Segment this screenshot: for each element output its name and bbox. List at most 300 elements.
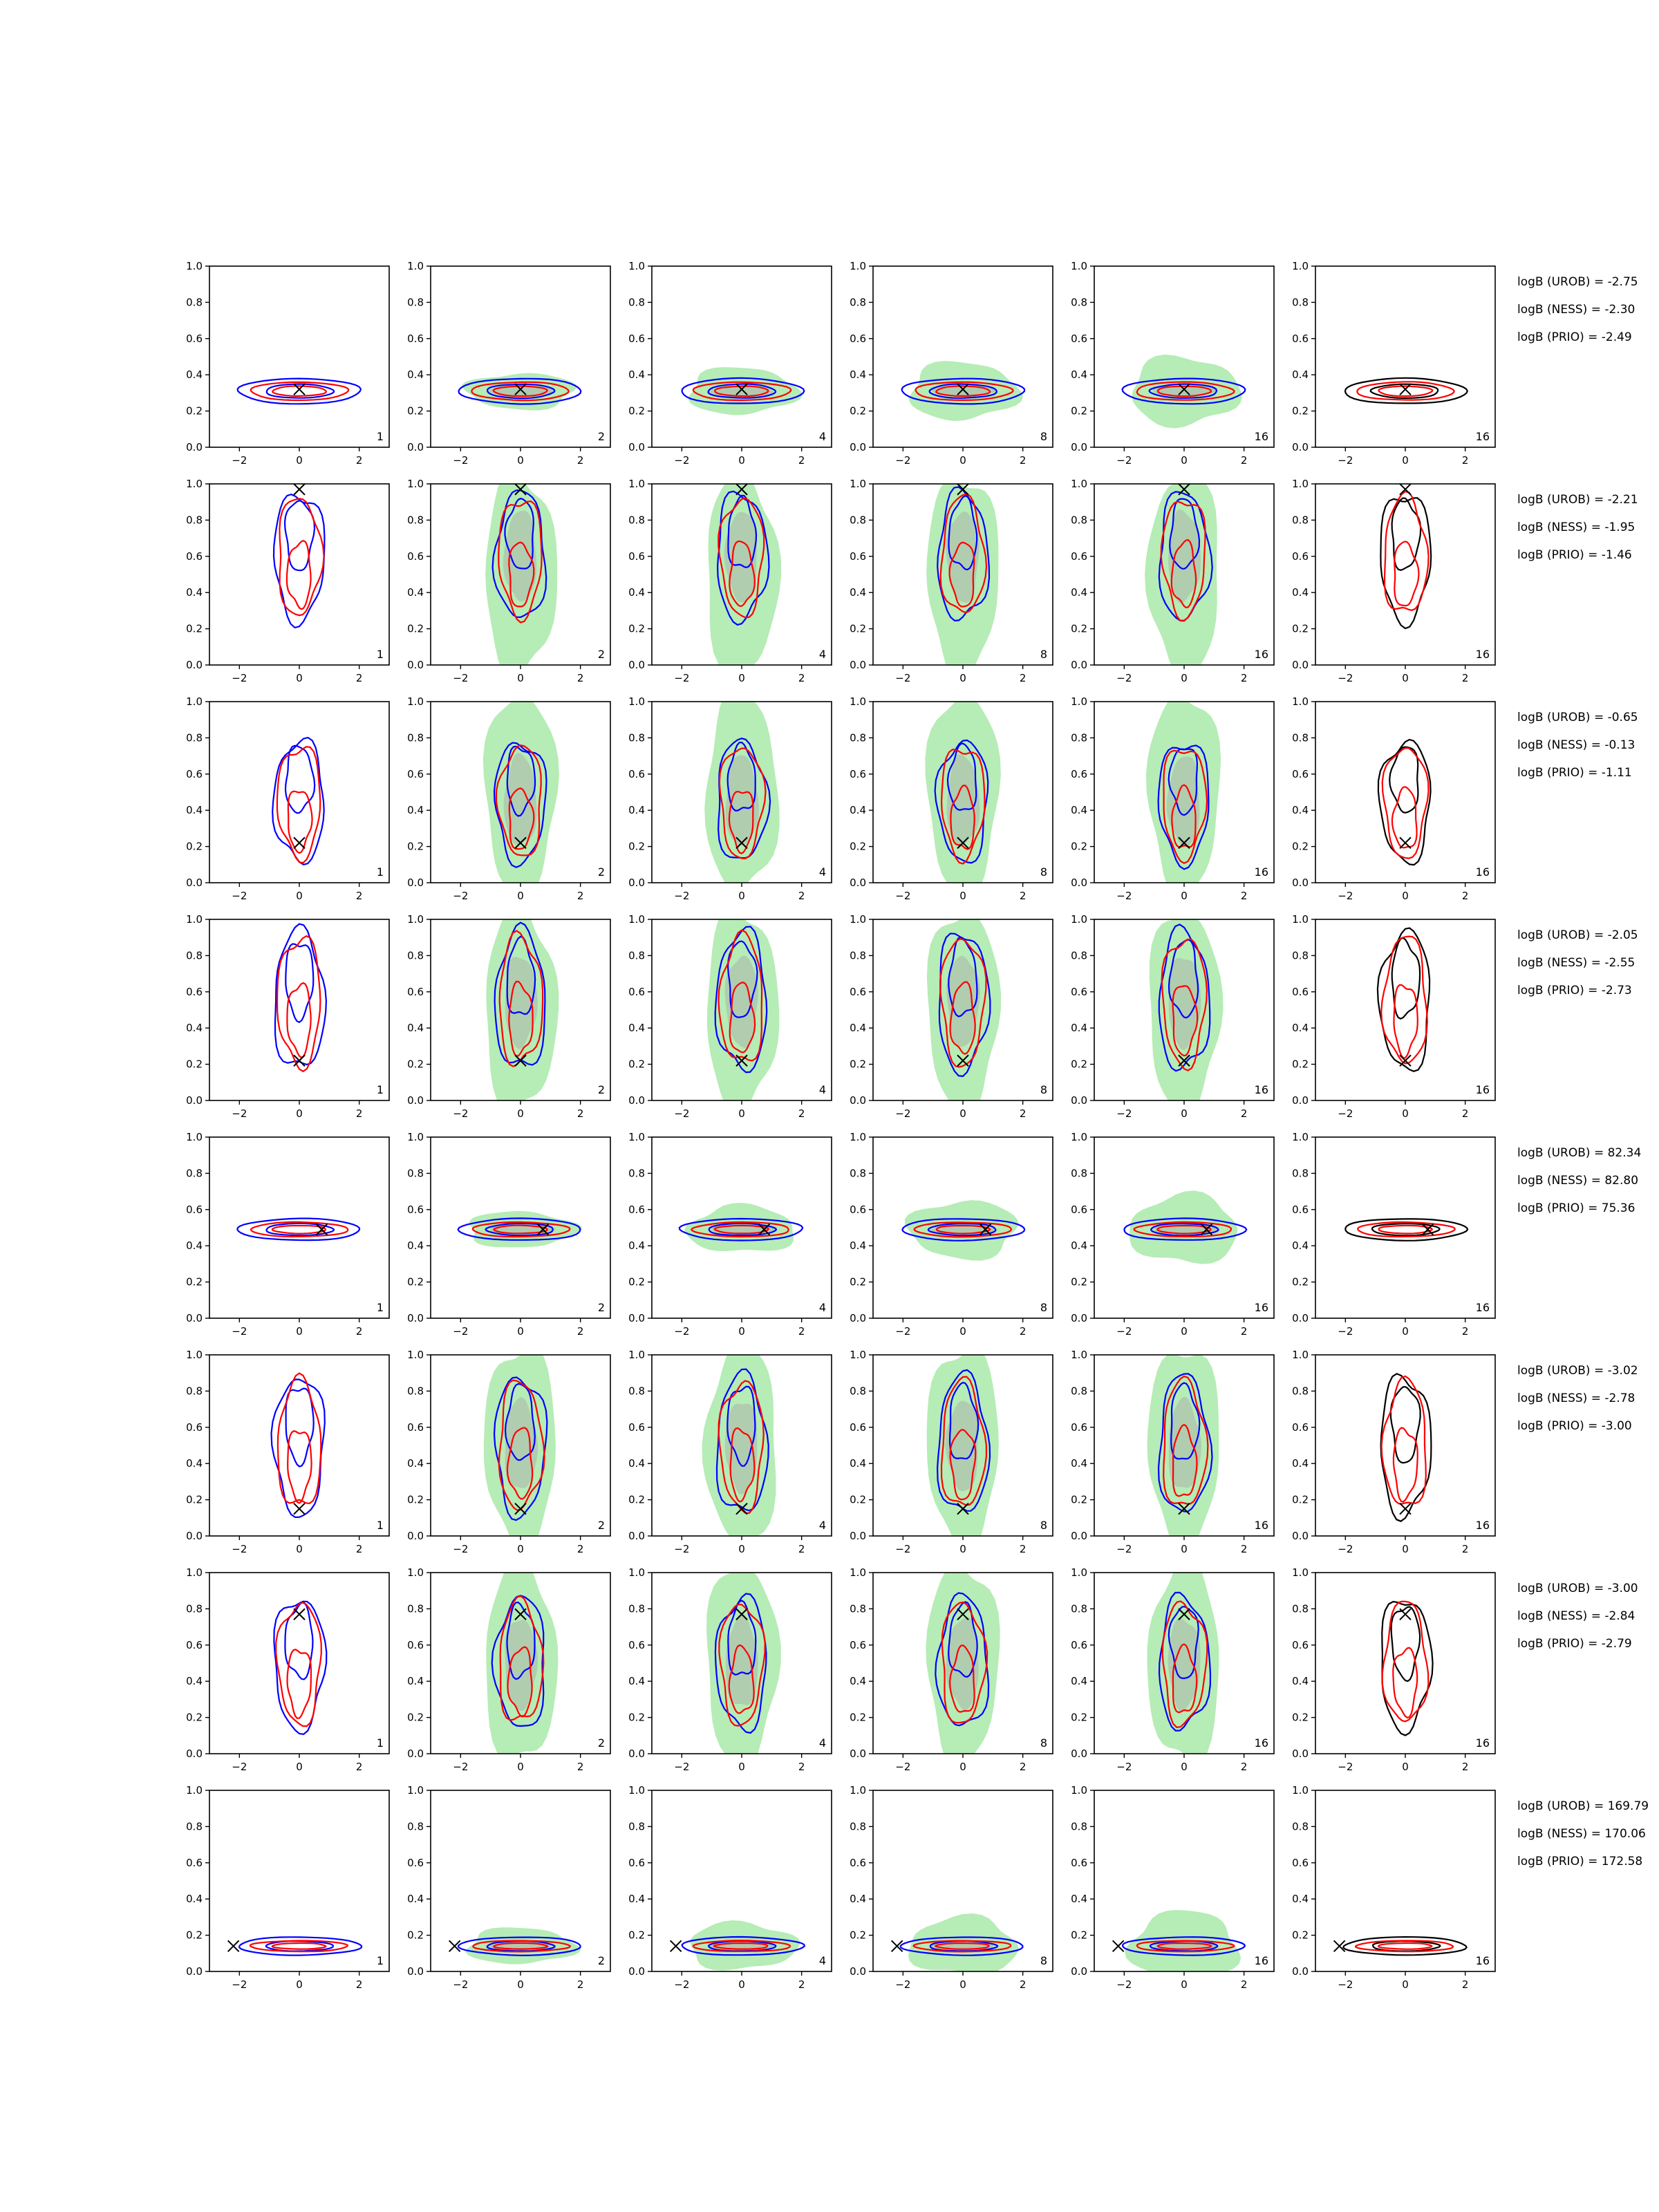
plot-area [485, 470, 557, 680]
y-tick-label: 0.4 [407, 368, 424, 382]
truth-marker [294, 484, 305, 495]
x-tick-label: −2 [232, 1325, 247, 1338]
panel-r5-c1 [186, 1131, 389, 1338]
y-tick-label: 0.0 [628, 1965, 645, 1978]
y-tick-label: 0.0 [628, 1312, 645, 1324]
plot-area [274, 1602, 326, 1734]
y-tick-label: 0.2 [186, 1275, 203, 1288]
y-tick-label: 0.6 [186, 1638, 203, 1651]
y-tick-label: 0.8 [628, 949, 645, 962]
y-tick-label: 0.8 [407, 1602, 424, 1615]
panel-r7-c3 [628, 1566, 832, 1773]
y-tick-label: 0.4 [1071, 1239, 1087, 1253]
panel-tag: 8 [1040, 1736, 1047, 1750]
x-tick-label: −2 [1116, 1978, 1132, 1991]
y-tick-label: 0.2 [1071, 622, 1087, 635]
y-tick-label: 0.0 [407, 877, 424, 889]
y-tick-label: 0.6 [628, 985, 645, 998]
y-tick-label: 0.8 [186, 1385, 203, 1398]
x-tick-label: −2 [1116, 672, 1132, 684]
y-tick-label: 0.6 [1071, 1203, 1087, 1216]
y-tick-label: 0.6 [628, 767, 645, 780]
ness-contour [287, 983, 310, 1058]
x-tick-label: 2 [798, 890, 805, 902]
y-tick-label: 0.8 [1071, 731, 1087, 744]
y-tick-label: 0.2 [1292, 1058, 1309, 1071]
y-tick-label: 0.8 [186, 296, 203, 309]
panel-tag: 8 [1040, 865, 1047, 879]
x-tick-label: 2 [577, 890, 584, 902]
ness-contour [1394, 541, 1418, 606]
y-tick-label: 1.0 [628, 1566, 645, 1579]
plot-area [272, 1374, 325, 1517]
ness-contour [272, 1943, 326, 1949]
panel-r5-c4 [850, 1131, 1053, 1338]
y-tick-label: 0.8 [628, 296, 645, 309]
y-tick-label: 0.6 [186, 1856, 203, 1869]
x-tick-label: 0 [296, 1325, 303, 1338]
x-tick-label: −2 [1116, 1543, 1132, 1555]
x-tick-label: 2 [798, 1761, 805, 1773]
logb-label: logB (UROB) = -3.02 [1517, 1364, 1638, 1378]
y-tick-label: 0.4 [1292, 1239, 1309, 1253]
x-tick-label: 2 [1461, 1543, 1469, 1555]
y-tick-label: 0.8 [628, 731, 645, 744]
y-tick-label: 0.4 [850, 1022, 866, 1035]
y-tick-label: 0.4 [186, 368, 203, 382]
panel-tag: 4 [818, 1083, 826, 1096]
y-tick-label: 0.0 [186, 659, 203, 671]
x-tick-label: 2 [1461, 890, 1469, 902]
x-tick-label: 2 [355, 890, 363, 902]
y-tick-label: 0.0 [850, 1965, 866, 1978]
truth-marker [1400, 484, 1411, 495]
panel-r2-c6 [1292, 478, 1495, 684]
y-tick-label: 0.0 [407, 1530, 424, 1542]
x-tick-label: 0 [296, 672, 303, 684]
ness-contour [1382, 748, 1429, 859]
y-tick-label: 0.6 [186, 1421, 203, 1434]
y-tick-label: 1.0 [850, 913, 866, 926]
panel-frame [209, 484, 389, 665]
y-tick-label: 0.0 [1292, 441, 1309, 453]
y-tick-label: 1.0 [186, 1131, 203, 1143]
panel-r2-c5 [1071, 478, 1274, 684]
y-tick-label: 0.6 [186, 985, 203, 998]
logb-label: logB (UROB) = 82.34 [1517, 1146, 1642, 1160]
x-tick-label: 2 [355, 1761, 363, 1773]
y-tick-label: 0.2 [850, 1275, 866, 1288]
y-tick-label: 0.8 [850, 1820, 866, 1833]
x-tick-label: −2 [232, 1761, 247, 1773]
logb-label: logB (UROB) = -2.75 [1517, 275, 1638, 289]
y-tick-label: 0.0 [407, 659, 424, 671]
x-tick-label: 0 [517, 890, 524, 902]
ness-contour [1356, 1941, 1453, 1952]
x-tick-label: 0 [738, 1543, 745, 1555]
plot-area [927, 1347, 999, 1555]
plot-area [1147, 1354, 1219, 1557]
urob-contour [285, 944, 313, 1022]
y-tick-label: 0.2 [407, 1058, 424, 1071]
y-tick-label: 1.0 [186, 1784, 203, 1797]
plot-area [902, 361, 1024, 421]
plot-area [1145, 480, 1217, 681]
y-tick-label: 0.2 [186, 1929, 203, 1942]
y-tick-label: 0.0 [850, 1747, 866, 1760]
x-tick-label: 0 [1181, 1543, 1188, 1555]
y-tick-label: 0.4 [628, 586, 645, 599]
panel-r4-c1 [186, 913, 389, 1120]
x-tick-label: 2 [1461, 1761, 1469, 1773]
plot-area [1345, 1219, 1468, 1240]
x-tick-label: 2 [355, 454, 363, 467]
x-tick-label: 0 [738, 1761, 745, 1773]
x-tick-label: 0 [296, 890, 303, 902]
y-tick-label: 0.8 [850, 296, 866, 309]
y-tick-label: 1.0 [1071, 1566, 1087, 1579]
x-tick-label: 2 [1240, 890, 1248, 902]
y-tick-label: 0.2 [1292, 1275, 1309, 1288]
y-tick-label: 0.2 [407, 840, 424, 853]
x-tick-label: 0 [296, 1543, 303, 1555]
y-tick-label: 0.2 [628, 1275, 645, 1288]
ness-contour [1382, 1376, 1426, 1504]
panel-tag: 8 [1040, 1954, 1047, 1967]
panel-grid [186, 260, 1495, 1991]
logb-label: logB (UROB) = -2.05 [1517, 928, 1638, 942]
y-tick-label: 1.0 [1071, 695, 1087, 708]
y-tick-label: 0.0 [407, 1965, 424, 1978]
panel-r6-c1 [186, 1349, 389, 1555]
y-tick-label: 0.8 [1292, 1385, 1309, 1398]
y-tick-label: 0.6 [1292, 1203, 1309, 1216]
y-tick-label: 0.0 [186, 1747, 203, 1760]
y-tick-label: 0.4 [407, 1457, 424, 1470]
panel-r5-c5 [1071, 1131, 1274, 1338]
panel-tag: 1 [376, 1519, 384, 1532]
x-tick-label: 2 [577, 1325, 584, 1338]
x-tick-label: 2 [1240, 672, 1248, 684]
x-tick-label: 2 [1240, 1325, 1248, 1338]
plot-area [238, 379, 361, 404]
panel-r2-c2 [407, 470, 610, 684]
prio-contour [1391, 1607, 1421, 1682]
panel-tag: 16 [1254, 1736, 1268, 1750]
y-tick-label: 0.6 [1292, 985, 1309, 998]
y-tick-label: 0.4 [850, 804, 866, 817]
x-tick-label: 2 [355, 1543, 363, 1555]
y-tick-label: 1.0 [1071, 913, 1087, 926]
x-tick-label: 2 [1240, 454, 1248, 467]
logb-label: logB (PRIO) = -1.46 [1517, 548, 1632, 562]
panel-r8-c5 [1071, 1784, 1274, 1991]
panel-r2-c3 [628, 469, 832, 684]
x-tick-label: −2 [895, 890, 911, 902]
urob-contour [239, 1937, 362, 1955]
panel-tag: 16 [1254, 1519, 1268, 1532]
y-tick-label: 0.8 [628, 1385, 645, 1398]
x-tick-label: −2 [674, 1543, 690, 1555]
panel-tag: 8 [1040, 648, 1047, 661]
x-tick-label: 0 [1402, 890, 1409, 902]
y-tick-label: 0.0 [628, 659, 645, 671]
y-tick-label: 1.0 [628, 695, 645, 708]
x-tick-label: −2 [674, 1978, 690, 1991]
y-tick-label: 0.2 [1071, 1711, 1087, 1724]
plot-area [272, 738, 324, 865]
y-tick-label: 0.2 [407, 1275, 424, 1288]
x-tick-label: −2 [674, 1325, 690, 1338]
y-tick-label: 0.0 [186, 1312, 203, 1324]
x-tick-label: 2 [798, 672, 805, 684]
panel-r4-c4 [850, 913, 1053, 1120]
x-tick-label: −2 [1116, 890, 1132, 902]
y-tick-label: 0.4 [407, 1022, 424, 1035]
y-tick-label: 0.8 [1071, 1820, 1087, 1833]
y-tick-label: 0.6 [186, 1203, 203, 1216]
plot-area [1123, 1910, 1245, 1979]
y-tick-label: 0.6 [628, 332, 645, 345]
x-tick-label: 0 [738, 1978, 745, 1991]
y-tick-label: 0.2 [628, 1711, 645, 1724]
y-tick-label: 0.6 [628, 550, 645, 563]
y-tick-label: 0.2 [850, 1493, 866, 1506]
y-tick-label: 0.4 [407, 1239, 424, 1253]
ness-contour [272, 386, 326, 396]
y-tick-label: 0.4 [186, 1675, 203, 1688]
y-tick-label: 0.6 [1071, 550, 1087, 563]
y-tick-label: 0.2 [628, 1493, 645, 1506]
x-tick-label: 0 [738, 1325, 745, 1338]
x-tick-label: 2 [577, 1761, 584, 1773]
ness-contour [1394, 985, 1418, 1058]
y-tick-label: 0.6 [628, 1856, 645, 1869]
logb-label: logB (PRIO) = -2.49 [1517, 330, 1632, 344]
y-tick-label: 1.0 [850, 1131, 866, 1143]
panel-tag: 16 [1254, 648, 1268, 661]
y-tick-label: 1.0 [186, 1566, 203, 1579]
y-tick-label: 1.0 [1292, 1349, 1309, 1361]
panel-r6-c5 [1071, 1349, 1274, 1557]
panel-r5-c2 [407, 1131, 610, 1338]
y-tick-label: 1.0 [1071, 1131, 1087, 1143]
panel-tag: 1 [376, 865, 384, 879]
y-tick-label: 0.2 [1071, 404, 1087, 418]
x-tick-label: −2 [453, 672, 469, 684]
y-tick-label: 0.4 [1071, 1675, 1087, 1688]
panel-tag: 1 [376, 1301, 384, 1314]
x-tick-label: 2 [355, 1325, 363, 1338]
x-tick-label: 2 [1019, 1325, 1027, 1338]
y-tick-label: 0.4 [1071, 586, 1087, 599]
y-tick-label: 1.0 [1071, 478, 1087, 490]
x-tick-label: 0 [959, 1325, 966, 1338]
y-tick-label: 1.0 [1071, 260, 1087, 272]
y-tick-label: 0.6 [407, 332, 424, 345]
x-tick-label: 0 [738, 1107, 745, 1120]
y-tick-label: 0.6 [1292, 767, 1309, 780]
ness-contour [1393, 1648, 1417, 1718]
x-tick-label: −2 [453, 1978, 469, 1991]
x-tick-label: −2 [453, 1543, 469, 1555]
y-tick-label: 0.8 [850, 1385, 866, 1398]
y-tick-label: 0.8 [186, 949, 203, 962]
y-tick-label: 0.6 [1071, 1638, 1087, 1651]
panel-tag: 4 [818, 430, 826, 443]
x-tick-label: −2 [895, 1325, 911, 1338]
panel-r6-c3 [628, 1342, 832, 1555]
y-tick-label: 0.4 [407, 586, 424, 599]
x-tick-label: −2 [1116, 1107, 1132, 1120]
panel-tag: 8 [1040, 1519, 1047, 1532]
y-tick-label: 0.6 [1071, 767, 1087, 780]
urob-contour [272, 738, 324, 865]
x-tick-label: −2 [1338, 890, 1353, 902]
logb-label: logB (NESS) = 82.80 [1517, 1174, 1639, 1188]
y-tick-label: 0.8 [1071, 1167, 1087, 1180]
y-tick-label: 0.4 [1292, 1893, 1309, 1906]
y-tick-label: 1.0 [628, 1349, 645, 1361]
y-tick-label: 0.8 [186, 731, 203, 744]
y-tick-label: 0.4 [1292, 368, 1309, 382]
ness-contour [288, 1649, 312, 1718]
prio-contour [1378, 740, 1431, 865]
logb-label: logB (NESS) = -2.78 [1517, 1391, 1635, 1405]
y-tick-label: 0.8 [1292, 731, 1309, 744]
x-tick-label: 2 [577, 1107, 584, 1120]
panel-frame [1315, 266, 1495, 447]
y-tick-label: 0.8 [1071, 1385, 1087, 1398]
y-tick-label: 0.4 [1292, 1675, 1309, 1688]
logb-label: logB (NESS) = -0.13 [1517, 738, 1635, 752]
ness-contour [1382, 1602, 1429, 1722]
y-tick-label: 0.0 [628, 441, 645, 453]
y-tick-label: 0.2 [186, 622, 203, 635]
y-tick-label: 0.8 [1292, 514, 1309, 527]
y-tick-label: 0.2 [628, 404, 645, 418]
y-tick-label: 0.6 [1071, 985, 1087, 998]
y-tick-label: 0.4 [1071, 1893, 1087, 1906]
panel-tag: 16 [1475, 1736, 1490, 1750]
y-tick-label: 0.4 [1292, 586, 1309, 599]
panel-tag: 16 [1475, 1301, 1490, 1314]
y-tick-label: 0.2 [850, 622, 866, 635]
panel-r8-c3 [628, 1784, 832, 1991]
panel-frame [1315, 919, 1495, 1100]
truth-marker [294, 837, 305, 848]
x-tick-label: −2 [1338, 454, 1353, 467]
x-tick-label: 2 [798, 1325, 805, 1338]
y-tick-label: 0.6 [407, 1856, 424, 1869]
y-tick-label: 0.6 [1292, 332, 1309, 345]
y-tick-label: 0.8 [628, 1820, 645, 1833]
logb-label: logB (PRIO) = -2.73 [1517, 984, 1632, 997]
y-tick-label: 0.0 [1071, 441, 1087, 453]
plot-area [1146, 696, 1221, 899]
plot-area [1378, 928, 1430, 1071]
y-tick-label: 0.8 [1292, 1820, 1309, 1833]
plot-area [682, 1920, 805, 1971]
truth-marker [294, 1609, 305, 1620]
logb-label: logB (PRIO) = -3.00 [1517, 1419, 1632, 1433]
x-tick-label: 2 [355, 1107, 363, 1120]
y-tick-label: 0.2 [628, 622, 645, 635]
x-tick-label: 0 [1181, 1761, 1188, 1773]
y-tick-label: 0.8 [850, 514, 866, 527]
y-tick-label: 0.8 [1071, 514, 1087, 527]
panel-tag: 4 [818, 648, 826, 661]
panel-tag: 16 [1475, 430, 1490, 443]
y-tick-label: 0.2 [186, 840, 203, 853]
panel-tag: 4 [818, 1301, 826, 1314]
x-tick-label: 2 [1019, 1543, 1027, 1555]
x-tick-label: −2 [453, 454, 469, 467]
x-tick-label: −2 [895, 1761, 911, 1773]
x-tick-label: 2 [1240, 1107, 1248, 1120]
plot-area [1147, 1554, 1219, 1762]
y-tick-label: 0.4 [850, 586, 866, 599]
y-tick-label: 0.8 [1292, 1602, 1309, 1615]
y-tick-label: 0.2 [850, 1058, 866, 1071]
y-tick-label: 0.6 [407, 985, 424, 998]
y-tick-label: 1.0 [628, 478, 645, 490]
urob-contour [275, 924, 326, 1065]
y-tick-label: 0.6 [407, 1638, 424, 1651]
x-tick-label: 2 [1461, 1107, 1469, 1120]
y-tick-label: 0.2 [850, 840, 866, 853]
y-tick-label: 1.0 [1071, 1784, 1087, 1797]
y-tick-label: 0.8 [407, 949, 424, 962]
panel-tag: 16 [1254, 1083, 1268, 1096]
x-tick-label: −2 [1338, 1543, 1353, 1555]
logb-label: logB (NESS) = 170.06 [1517, 1827, 1646, 1841]
x-tick-label: 0 [296, 1761, 303, 1773]
y-tick-label: 0.0 [1292, 1530, 1309, 1542]
y-tick-label: 0.8 [628, 1602, 645, 1615]
panel-frame [1315, 702, 1495, 883]
x-tick-label: 0 [959, 672, 966, 684]
plot-area [707, 909, 780, 1118]
ness-contour [287, 541, 311, 609]
panel-r1-c5 [1071, 260, 1274, 467]
y-tick-label: 0.8 [628, 514, 645, 527]
y-tick-label: 0.8 [186, 514, 203, 527]
y-tick-label: 1.0 [407, 1131, 424, 1143]
panel-r2-c1 [186, 478, 389, 684]
y-tick-label: 0.0 [407, 1747, 424, 1760]
ness-contour [1392, 787, 1417, 847]
y-tick-label: 1.0 [850, 260, 866, 272]
y-tick-label: 0.4 [628, 1675, 645, 1688]
panel-tag: 16 [1475, 1519, 1490, 1532]
y-tick-label: 0.2 [628, 840, 645, 853]
y-tick-label: 0.2 [407, 1711, 424, 1724]
prio-contour [1343, 1937, 1466, 1955]
x-tick-label: 0 [959, 1978, 966, 1991]
y-tick-label: 0.4 [1071, 1022, 1087, 1035]
plot-area [458, 1211, 582, 1247]
x-tick-label: 0 [1181, 1325, 1188, 1338]
panel-tag: 2 [597, 865, 605, 879]
y-tick-label: 0.6 [850, 985, 866, 998]
y-tick-label: 0.0 [1292, 877, 1309, 889]
panel-tag: 16 [1254, 430, 1268, 443]
panel-frame [209, 1573, 389, 1754]
logb-label: logB (PRIO) = 75.36 [1517, 1201, 1635, 1215]
x-tick-label: 2 [1019, 1978, 1027, 1991]
y-tick-label: 1.0 [186, 260, 203, 272]
